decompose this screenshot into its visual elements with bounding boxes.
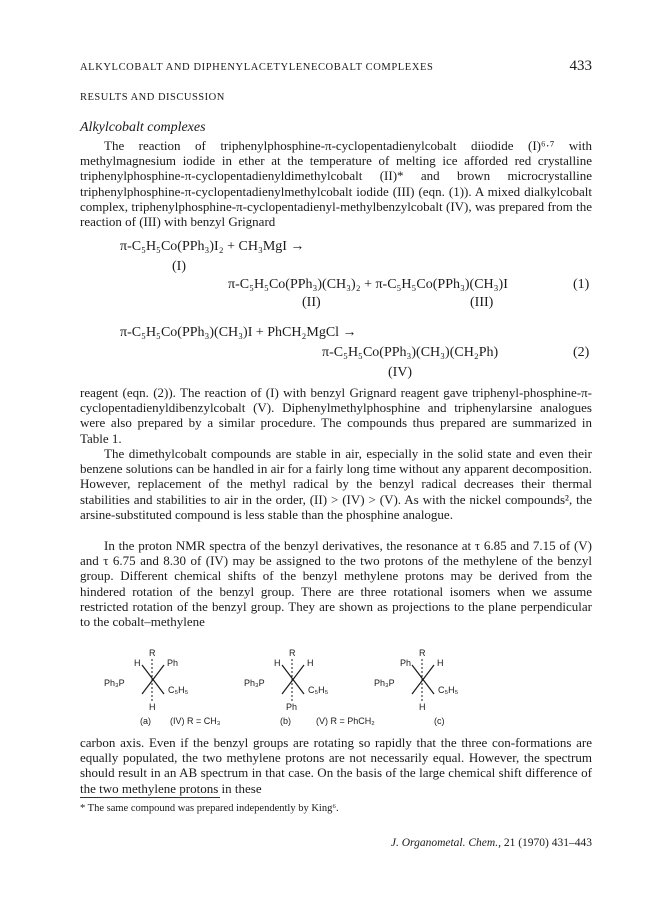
subheading: Alkylcobalt complexes: [80, 120, 206, 135]
structure-a-top: R: [149, 648, 156, 658]
structure-note-IV: (IV) R = CH₃: [170, 716, 221, 726]
structure-b-right-sub: H: [307, 658, 314, 668]
journal-volume: 21 (1970) 431–443: [503, 837, 592, 849]
structure-c: [374, 648, 484, 735]
structure-b-label: (b): [280, 716, 291, 726]
page-header: [80, 58, 592, 78]
structure-c-c-group: C₅H₅: [438, 685, 459, 695]
equation-2-label-IV: (IV): [388, 365, 413, 380]
equation-2-reactants: π-C₅H₅Co(PPh₃)(CH₃)I + PhCH₂MgCl →: [120, 325, 357, 340]
paragraph-5: carbon axis. Even if the benzyl groups are rotating so rapidly that the three con-formations are equally populated, the two methylene protons are not necessarily equal. However, the spectrum should result in an AB spectrum in that case. On the basis of the large chemical shift difference of the two methylene protons in these: [80, 735, 592, 796]
structure-a-c-group: C₅H₅: [168, 685, 189, 695]
structure-c-p-group: Ph₃P: [374, 678, 395, 688]
equation-2-number: (2): [573, 345, 590, 360]
running-head: ALKYLCOBALT AND DIPHENYLACETYLENECOBALT COMPLEXES: [80, 62, 434, 73]
structure-c-label: (c): [434, 716, 445, 726]
structure-c-left-sub: Ph: [400, 658, 412, 668]
footnote: * The same compound was prepared independently by King⁶.: [80, 803, 339, 814]
equation-1-number: (1): [573, 277, 590, 292]
equation-1-label-III: (III): [470, 295, 494, 310]
structure-b-c-group: C₅H₅: [308, 685, 329, 695]
equation-2-product: π-C₅H₅Co(PPh₃)(CH₃)(CH₂Ph): [322, 345, 499, 360]
structure-c-top: R: [419, 648, 426, 658]
footnote-rule: [80, 797, 220, 798]
journal-citation: [391, 837, 592, 849]
structure-a-bottom: H: [149, 702, 156, 712]
equation-1-reactants: π-C₅H₅Co(PPh₃)I₂ + CH₃MgI →: [120, 239, 305, 254]
structure-b-p-group: Ph₃P: [244, 678, 265, 688]
structure-a-p-group: Ph₃P: [104, 678, 125, 688]
paragraph-1: The reaction of triphenylphosphine-π-cyclopentadienylcobalt diiodide (I)⁶·⁷ with methylmagnesium iodide in ether at the temperature of melting ice afforded red crystalline triphenylphosphine-π-cyclopentadienyldimethylcobalt (II)* and brown microcrystalline triphenylphosphine-π-cyclopentadienylmethylcobalt iodide (III) (eqn. (1)). A mixed dialkylcobalt complex, triphenylphosphine-π-cyclopentadienyl-methylbenzylcobalt (IV), was prepared from the reaction of (III) with benzyl Grignard: [80, 138, 592, 230]
structure-b-bottom: Ph: [286, 702, 298, 712]
equation-1-label-II: (II): [302, 295, 321, 310]
paragraph-4: In the proton NMR spectra of the benzyl derivatives, the resonance at τ 6.85 and 7.15 of (V) and τ 6.75 and 8.30 of (IV) may be assigned to the two protons of the methylene of the benzyl group. Different chemical shifts of the benzyl methylene protons may be derived from the hindered rotation of the benzyl group. There are three rotational isomers when we assume restricted rotation of the benzyl group. They are shown as projections to the plane perpendicular to the cobalt–methylene: [80, 538, 592, 630]
paragraph-3: The dimethylcobalt compounds are stable in air, especially in the solid state and even their benzene solutions can be handled in air for a fairly long time without any apparent decomposition. However, replacement of the methyl radical by the benzyl radical decreases their thermal stabilities and stabilities to air in the order, (II) > (IV) > (V). As with the nickel compounds², the arsine-substituted compound is less stable than the phosphine analogue.: [80, 446, 592, 522]
structure-a-right-sub: Ph: [167, 658, 179, 668]
paragraph-2: reagent (eqn. (2)). The reaction of (I) with benzyl Grignard reagent gave triphenyl-phosphine-π-cyclopentadienyldibenzylcobalt (V). Diphenylmethylphosphine and triphenylarsine analogues were also prepared by a similar procedure. The compounds thus prepared are summarized in Table 1.: [80, 385, 592, 446]
structure-a-left-sub: H: [134, 658, 141, 668]
structure-b-left-sub: H: [274, 658, 281, 668]
structure-note-V: (V) R = PhCH₂: [316, 716, 375, 726]
structure-c-bottom: H: [419, 702, 426, 712]
structure-c-right-sub: H: [437, 658, 444, 668]
structure-b-top: R: [289, 648, 296, 658]
equation-1-products: π-C₅H₅Co(PPh₃)(CH₃)₂ + π-C₅H₅Co(PPh₃)(CH₃)I: [228, 277, 508, 292]
structure-a-label: (a): [140, 716, 151, 726]
section-heading: RESULTS AND DISCUSSION: [80, 92, 225, 103]
equation-1-label-I: (I): [172, 259, 186, 274]
page-number: 433: [569, 58, 592, 74]
journal-name: J. Organometal. Chem.,: [390, 837, 501, 849]
